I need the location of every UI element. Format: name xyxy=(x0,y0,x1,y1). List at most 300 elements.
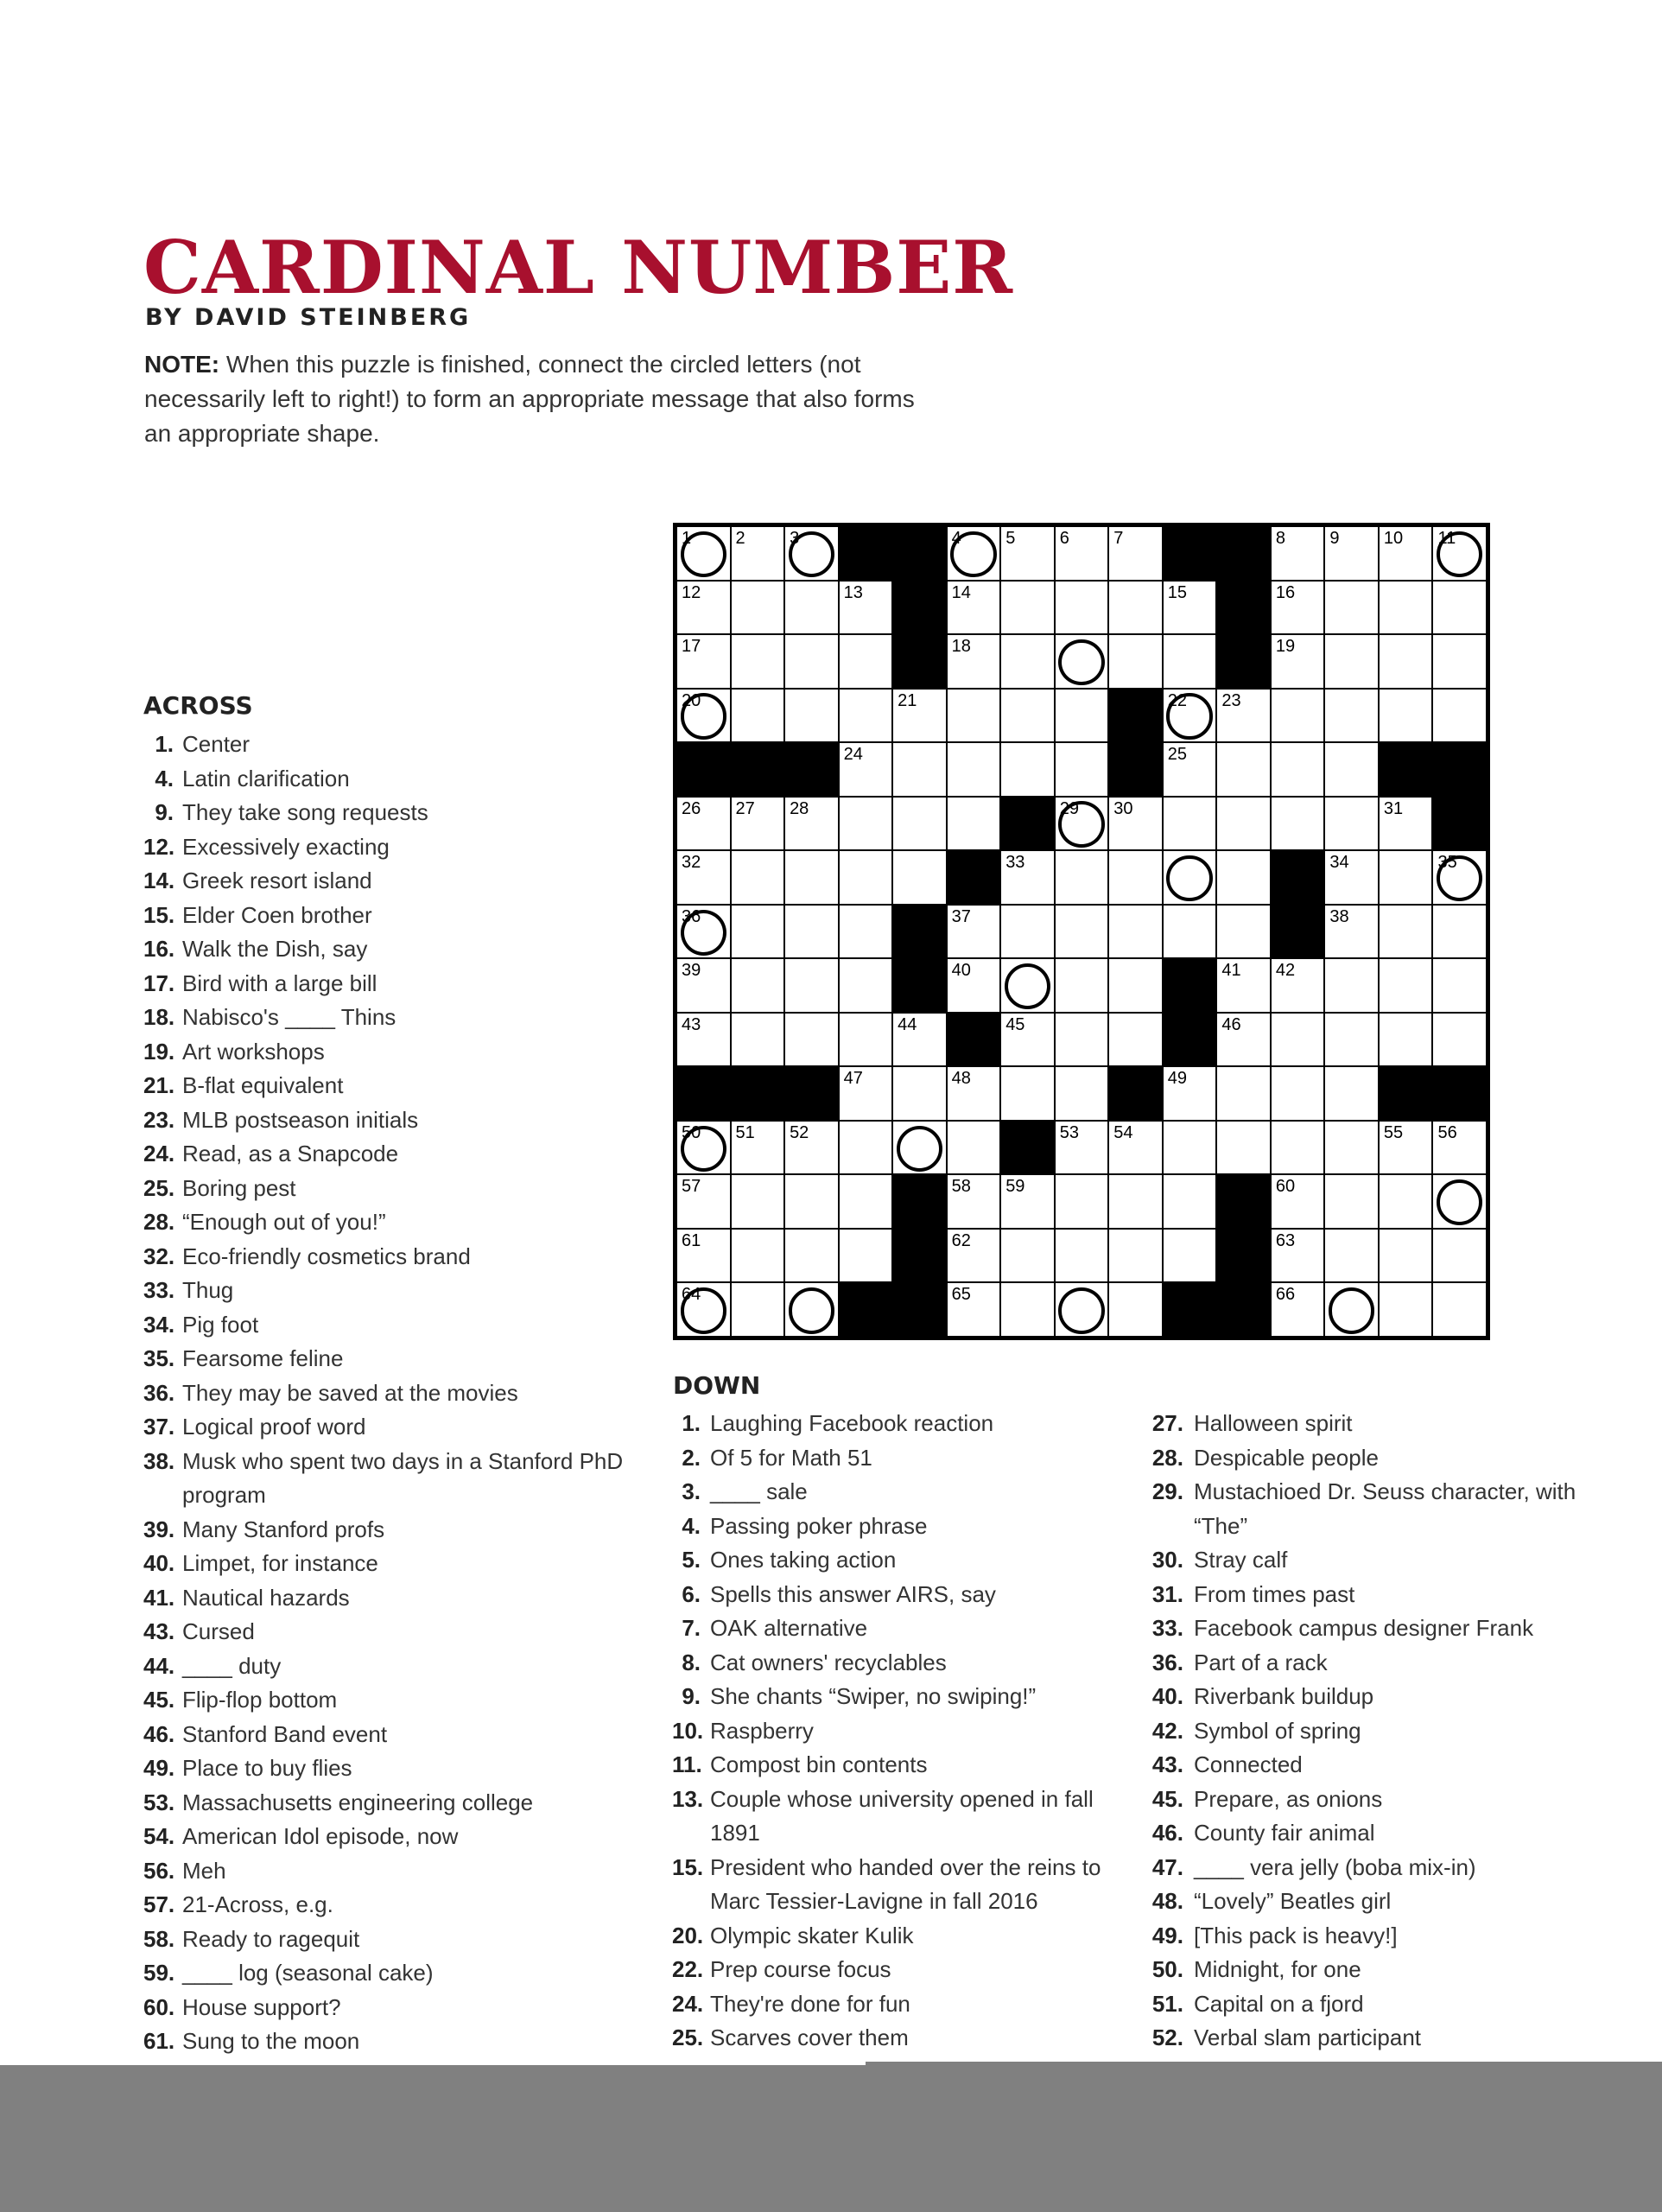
circle-marker xyxy=(1166,855,1212,901)
clue-item xyxy=(1149,1543,1633,1578)
grid-cell[interactable] xyxy=(732,798,784,850)
clue-item xyxy=(1149,1987,1633,2022)
grid-cell[interactable] xyxy=(677,798,730,850)
grid-cell[interactable] xyxy=(1001,527,1054,580)
grid-cell[interactable] xyxy=(1325,582,1378,634)
grid-cell[interactable] xyxy=(1433,1230,1486,1282)
cell-number: 4 xyxy=(951,529,961,548)
grid-cell[interactable] xyxy=(1164,690,1216,742)
grid-cell[interactable] xyxy=(1001,1067,1054,1120)
clue-number: 28. xyxy=(143,1209,175,1235)
grid-cell[interactable] xyxy=(840,1175,892,1228)
grid-cell[interactable] xyxy=(893,743,946,796)
clue-number: 19. xyxy=(143,1038,175,1065)
grid-cell[interactable] xyxy=(1164,906,1216,958)
grid-cell[interactable] xyxy=(1056,1230,1108,1282)
grid-cell[interactable] xyxy=(1217,798,1270,850)
grid-cell[interactable] xyxy=(1217,1122,1270,1174)
down-heading: DOWN xyxy=(673,1371,761,1400)
grid-cell[interactable] xyxy=(1325,1283,1378,1336)
grid-cell[interactable] xyxy=(1001,959,1054,1012)
grid-cell[interactable] xyxy=(1380,1230,1432,1282)
grid-cell[interactable] xyxy=(840,635,892,688)
grid-cell[interactable] xyxy=(1217,743,1270,796)
cell-number: 1 xyxy=(682,529,692,548)
grid-cell[interactable] xyxy=(785,851,838,904)
grid-cell[interactable] xyxy=(732,1122,784,1174)
cell-number: 44 xyxy=(898,1014,917,1034)
grid-cell[interactable] xyxy=(840,851,892,904)
grid-cell[interactable] xyxy=(1433,527,1486,580)
grid-cell[interactable] xyxy=(785,1175,838,1228)
grid-cell[interactable] xyxy=(1325,1230,1378,1282)
grid-cell[interactable] xyxy=(732,527,784,580)
across-heading: ACROSS xyxy=(143,691,253,720)
clue-number: 49. xyxy=(143,1755,175,1781)
clue-item xyxy=(672,1510,1139,1544)
clue-number: 53. xyxy=(143,1789,175,1815)
grid-cell[interactable] xyxy=(1001,690,1054,742)
clue-text: Capital on a fjord xyxy=(1194,1990,1364,2017)
grid-cell[interactable] xyxy=(785,959,838,1012)
grid-cell[interactable] xyxy=(1056,527,1108,580)
grid-cell[interactable] xyxy=(840,1014,892,1066)
black-square xyxy=(1109,690,1162,742)
clue-number: 34. xyxy=(143,1311,175,1338)
clue-text: Verbal slam participant xyxy=(1194,2024,1422,2050)
clue-item xyxy=(143,1103,627,1138)
grid-cell[interactable] xyxy=(1380,582,1432,634)
grid-cell[interactable] xyxy=(1325,959,1378,1012)
grid-cell[interactable] xyxy=(732,1230,784,1282)
grid-cell[interactable] xyxy=(677,1230,730,1282)
grid-cell[interactable] xyxy=(1325,1067,1378,1120)
grid-cell[interactable] xyxy=(948,743,1000,796)
grid-cell[interactable] xyxy=(1217,1067,1270,1120)
black-square xyxy=(893,527,946,580)
grid-cell[interactable] xyxy=(1109,1175,1162,1228)
grid-cell[interactable] xyxy=(1380,1014,1432,1066)
cell-number: 46 xyxy=(1221,1014,1241,1034)
clue-number: 25. xyxy=(143,1174,175,1201)
grid-cell[interactable] xyxy=(1164,1230,1216,1282)
clue-number: 61. xyxy=(143,2028,175,2054)
cell-number: 63 xyxy=(1275,1230,1296,1250)
clue-number: 43. xyxy=(1151,1751,1183,1777)
black-square xyxy=(1217,635,1270,688)
grid-cell[interactable] xyxy=(677,959,730,1012)
grid-cell[interactable] xyxy=(1056,1067,1108,1120)
grid-cell[interactable] xyxy=(1272,1283,1324,1336)
grid-cell[interactable] xyxy=(840,582,892,634)
grid-cell[interactable] xyxy=(1272,798,1324,850)
grid-cell[interactable] xyxy=(1109,851,1162,904)
grid-cell[interactable] xyxy=(1001,743,1054,796)
grid-cell[interactable] xyxy=(1433,1122,1486,1174)
black-square xyxy=(893,1175,946,1228)
grid-cell[interactable] xyxy=(948,1175,1000,1228)
grid-cell[interactable] xyxy=(1001,1283,1054,1336)
clue-number: 1. xyxy=(155,731,174,757)
grid-cell[interactable] xyxy=(1272,690,1324,742)
grid-cell[interactable] xyxy=(1164,582,1216,634)
grid-cell[interactable] xyxy=(1001,906,1054,958)
grid-cell[interactable] xyxy=(1164,1122,1216,1174)
clue-item xyxy=(1149,1953,1633,1987)
grid-cell[interactable] xyxy=(785,1230,838,1282)
grid-cell[interactable] xyxy=(1433,690,1486,742)
cell-number: 51 xyxy=(735,1122,755,1142)
grid-cell[interactable] xyxy=(1325,906,1378,958)
cell-number: 23 xyxy=(1221,690,1241,710)
clue-number: 46. xyxy=(1151,1820,1183,1846)
clue-number: 10. xyxy=(672,1717,704,1744)
grid-cell[interactable] xyxy=(1001,1014,1054,1066)
cell-number: 13 xyxy=(843,582,863,602)
clue-item xyxy=(143,1547,627,1581)
grid-cell[interactable] xyxy=(893,1122,946,1174)
clue-number: 3. xyxy=(682,1478,701,1504)
grid-cell[interactable] xyxy=(893,1014,946,1066)
clue-number: 30. xyxy=(1151,1547,1183,1573)
grid-cell[interactable] xyxy=(677,851,730,904)
clue-item xyxy=(143,864,627,899)
grid-cell[interactable] xyxy=(1433,906,1486,958)
grid-cell[interactable] xyxy=(840,1067,892,1120)
grid-cell[interactable] xyxy=(1164,851,1216,904)
cell-number: 61 xyxy=(682,1230,701,1250)
grid-cell[interactable] xyxy=(677,1175,730,1228)
grid-cell[interactable] xyxy=(1272,1067,1324,1120)
clue-text: Symbol of spring xyxy=(1194,1717,1361,1744)
clue-text: Cursed xyxy=(182,1618,255,1644)
grid-cell[interactable] xyxy=(948,582,1000,634)
grid-cell[interactable] xyxy=(785,1014,838,1066)
grid-cell[interactable] xyxy=(1164,1067,1216,1120)
grid-cell[interactable] xyxy=(677,906,730,958)
clue-text: Pig foot xyxy=(182,1311,259,1338)
grid-cell[interactable] xyxy=(1109,798,1162,850)
grid-cell[interactable] xyxy=(1056,851,1108,904)
grid-cell[interactable] xyxy=(1433,635,1486,688)
clue-text: “Lovely” Beatles girl xyxy=(1194,1888,1392,1914)
grid-cell[interactable] xyxy=(732,582,784,634)
cell-number: 34 xyxy=(1329,853,1349,873)
grid-cell[interactable] xyxy=(1056,635,1108,688)
clue-number: 23. xyxy=(143,1106,175,1133)
grid-cell[interactable] xyxy=(677,1122,730,1174)
grid-cell[interactable] xyxy=(948,1067,1000,1120)
cell-number: 52 xyxy=(790,1122,809,1142)
clue-number: 5. xyxy=(682,1547,701,1573)
grid-cell[interactable] xyxy=(1433,1175,1486,1228)
clue-text: Prep course focus xyxy=(710,1956,891,1982)
grid-cell[interactable] xyxy=(893,798,946,850)
black-square xyxy=(1164,1014,1216,1066)
grid-cell[interactable] xyxy=(785,906,838,958)
clue-text: Center xyxy=(182,731,251,757)
grid-cell[interactable] xyxy=(1109,1283,1162,1336)
grid-cell[interactable] xyxy=(732,690,784,742)
grid-cell[interactable] xyxy=(948,1122,1000,1174)
grid-cell[interactable] xyxy=(948,906,1000,958)
grid-cell[interactable] xyxy=(1109,582,1162,634)
grid-cell[interactable] xyxy=(948,1283,1000,1336)
cell-number: 47 xyxy=(843,1069,863,1089)
grid-cell[interactable] xyxy=(948,1230,1000,1282)
grid-cell[interactable] xyxy=(1056,959,1108,1012)
grid-cell[interactable] xyxy=(1380,1175,1432,1228)
grid-cell[interactable] xyxy=(1433,1283,1486,1336)
grid-cell[interactable] xyxy=(785,690,838,742)
grid-cell[interactable] xyxy=(1056,906,1108,958)
grid-cell[interactable] xyxy=(840,906,892,958)
grid-cell[interactable] xyxy=(1380,527,1432,580)
grid-cell[interactable] xyxy=(948,635,1000,688)
grid-cell[interactable] xyxy=(1001,635,1054,688)
grid-cell[interactable] xyxy=(1164,743,1216,796)
grid-cell[interactable] xyxy=(1272,582,1324,634)
black-square xyxy=(893,1230,946,1282)
grid-cell[interactable] xyxy=(1001,582,1054,634)
grid-cell[interactable] xyxy=(1272,1122,1324,1174)
grid-cell[interactable] xyxy=(1433,851,1486,904)
grid-cell[interactable] xyxy=(785,582,838,634)
clue-number: 41. xyxy=(143,1584,175,1611)
cell-number: 43 xyxy=(682,1014,701,1034)
grid-cell[interactable] xyxy=(732,1283,784,1336)
grid-cell[interactable] xyxy=(732,1014,784,1066)
grid-cell[interactable] xyxy=(1109,1230,1162,1282)
clue-number: 29. xyxy=(1151,1478,1183,1504)
clue-text: ____ log (seasonal cake) xyxy=(182,1960,434,1986)
clue-text: Midnight, for one xyxy=(1194,1956,1361,1982)
clue-item xyxy=(143,1786,627,1821)
clue-text: Elder Coen brother xyxy=(182,901,372,928)
grid-cell[interactable] xyxy=(1217,906,1270,958)
grid-cell[interactable] xyxy=(1056,1122,1108,1174)
grid-cell[interactable] xyxy=(732,906,784,958)
grid-cell[interactable] xyxy=(1217,959,1270,1012)
clue-item xyxy=(143,2024,627,2059)
grid-cell[interactable] xyxy=(948,527,1000,580)
clue-number: 58. xyxy=(143,1925,175,1952)
grid-cell[interactable] xyxy=(840,1122,892,1174)
clue-number: 40. xyxy=(1151,1683,1183,1709)
clue-text: Passing poker phrase xyxy=(710,1512,928,1539)
grid-cell[interactable] xyxy=(677,690,730,742)
puzzle-note xyxy=(144,347,939,451)
cell-number: 64 xyxy=(682,1285,701,1305)
grid-cell[interactable] xyxy=(677,527,730,580)
grid-cell[interactable] xyxy=(1056,1283,1108,1336)
grid-cell[interactable] xyxy=(1325,527,1378,580)
grid-cell[interactable] xyxy=(677,635,730,688)
grid-cell[interactable] xyxy=(1433,582,1486,634)
grid-cell[interactable] xyxy=(1056,1014,1108,1066)
grid-cell[interactable] xyxy=(1001,1175,1054,1228)
clue-item xyxy=(143,1274,627,1308)
cell-number: 5 xyxy=(1005,529,1016,548)
grid-cell[interactable] xyxy=(1109,906,1162,958)
grid-cell[interactable] xyxy=(1217,690,1270,742)
grid-cell[interactable] xyxy=(1109,527,1162,580)
grid-cell[interactable] xyxy=(1380,635,1432,688)
grid-cell[interactable] xyxy=(1272,1175,1324,1228)
clue-text: Couple whose university opened in fall 1891 xyxy=(710,1785,1094,1846)
grid-cell[interactable] xyxy=(948,959,1000,1012)
clue-text: Latin clarification xyxy=(182,765,350,791)
grid-cell[interactable] xyxy=(1325,1014,1378,1066)
black-square xyxy=(1164,1283,1216,1336)
clue-text: Despicable people xyxy=(1194,1444,1379,1471)
grid-cell[interactable] xyxy=(948,798,1000,850)
clue-text: Stanford Band event xyxy=(182,1720,388,1747)
crossword-grid[interactable] xyxy=(673,523,1490,1340)
grid-cell[interactable] xyxy=(1272,527,1324,580)
grid-cell[interactable] xyxy=(785,635,838,688)
clue-item xyxy=(143,1751,627,1786)
clue-number: 49. xyxy=(1151,1922,1183,1948)
cell-number: 17 xyxy=(682,637,701,657)
grid-cell[interactable] xyxy=(785,798,838,850)
grid-cell[interactable] xyxy=(893,851,946,904)
grid-cell[interactable] xyxy=(732,635,784,688)
black-square xyxy=(840,1283,892,1336)
grid-cell[interactable] xyxy=(732,851,784,904)
clue-number: 32. xyxy=(143,1243,175,1269)
grid-cell[interactable] xyxy=(785,1122,838,1174)
grid-cell[interactable] xyxy=(677,582,730,634)
grid-cell[interactable] xyxy=(1109,1014,1162,1066)
clue-number: 48. xyxy=(1151,1888,1183,1914)
grid-cell[interactable] xyxy=(1272,1230,1324,1282)
grid-cell[interactable] xyxy=(1001,851,1054,904)
grid-cell[interactable] xyxy=(1380,906,1432,958)
grid-cell[interactable] xyxy=(1217,1014,1270,1066)
grid-cell[interactable] xyxy=(1325,1122,1378,1174)
grid-cell[interactable] xyxy=(1109,1122,1162,1174)
grid-cell[interactable] xyxy=(840,1230,892,1282)
grid-cell[interactable] xyxy=(1380,959,1432,1012)
clue-item xyxy=(1149,1783,1633,1817)
grid-cell[interactable] xyxy=(1056,582,1108,634)
grid-cell[interactable] xyxy=(732,959,784,1012)
cell-number: 56 xyxy=(1437,1122,1457,1142)
byline: BY DAVID STEINBERG xyxy=(145,304,472,331)
grid-cell[interactable] xyxy=(785,527,838,580)
grid-cell[interactable] xyxy=(840,690,892,742)
clue-number: 42. xyxy=(1151,1717,1183,1744)
clue-item xyxy=(672,1578,1139,1612)
clue-text: ____ duty xyxy=(182,1652,282,1679)
clue-number: 20. xyxy=(672,1922,704,1948)
clue-item xyxy=(1149,1885,1633,1919)
grid-cell[interactable] xyxy=(1056,1175,1108,1228)
grid-cell[interactable] xyxy=(1056,690,1108,742)
clue-item xyxy=(143,1923,627,1957)
cell-number: 50 xyxy=(682,1122,701,1142)
grid-cell[interactable] xyxy=(948,690,1000,742)
grid-cell[interactable] xyxy=(840,743,892,796)
grid-cell[interactable] xyxy=(1217,851,1270,904)
grid-cell[interactable] xyxy=(1380,851,1432,904)
grid-cell[interactable] xyxy=(1380,1283,1432,1336)
grid-cell[interactable] xyxy=(1325,851,1378,904)
clue-text: Walk the Dish, say xyxy=(182,936,368,962)
grid-cell[interactable] xyxy=(1164,798,1216,850)
grid-cell[interactable] xyxy=(1325,743,1378,796)
clue-item xyxy=(143,1445,627,1513)
note-label: NOTE: xyxy=(144,351,220,378)
black-square xyxy=(1217,1175,1270,1228)
grid-cell[interactable] xyxy=(732,1175,784,1228)
clue-text: Compost bin contents xyxy=(710,1751,928,1777)
grid-cell[interactable] xyxy=(1272,635,1324,688)
clue-item xyxy=(672,1783,1139,1851)
black-square xyxy=(840,527,892,580)
grid-cell[interactable] xyxy=(1380,1122,1432,1174)
grid-cell[interactable] xyxy=(1272,743,1324,796)
cell-number: 48 xyxy=(951,1069,971,1089)
grid-cell[interactable] xyxy=(1001,1230,1054,1282)
grid-cell[interactable] xyxy=(1109,959,1162,1012)
clue-text: Read, as a Snapcode xyxy=(182,1141,399,1166)
grid-cell[interactable] xyxy=(840,798,892,850)
grid-cell[interactable] xyxy=(1325,798,1378,850)
cell-number: 31 xyxy=(1383,798,1404,818)
grid-cell[interactable] xyxy=(677,1283,730,1336)
cell-number: 54 xyxy=(1113,1122,1133,1142)
grid-cell[interactable] xyxy=(785,1283,838,1336)
grid-cell[interactable] xyxy=(840,959,892,1012)
grid-cell[interactable] xyxy=(1272,1014,1324,1066)
grid-cell[interactable] xyxy=(893,690,946,742)
clue-text: President who handed over the reins to Marc Tessier-Lavigne in fall 2016 xyxy=(710,1853,1101,1914)
clue-item xyxy=(672,1475,1139,1510)
cell-number: 2 xyxy=(735,529,745,548)
black-square xyxy=(1217,1230,1270,1282)
grid-cell[interactable] xyxy=(1109,635,1162,688)
grid-cell[interactable] xyxy=(1325,690,1378,742)
clue-text: Stray calf xyxy=(1194,1547,1288,1573)
grid-cell[interactable] xyxy=(1164,1175,1216,1228)
clue-number: 33. xyxy=(1151,1615,1183,1641)
clue-item xyxy=(143,1137,627,1172)
grid-cell[interactable] xyxy=(1325,635,1378,688)
clue-item xyxy=(1149,1611,1633,1646)
clue-text: Logical proof word xyxy=(182,1414,366,1440)
grid-cell[interactable] xyxy=(1056,798,1108,850)
grid-cell[interactable] xyxy=(1164,635,1216,688)
grid-cell[interactable] xyxy=(1325,1175,1378,1228)
clue-text: Musk who spent two days in a Stanford PhD program xyxy=(182,1447,624,1508)
grid-cell[interactable] xyxy=(677,1014,730,1066)
grid-cell[interactable] xyxy=(1056,743,1108,796)
grid-cell[interactable] xyxy=(1380,690,1432,742)
clue-number: 51. xyxy=(1151,1990,1183,2017)
clue-item xyxy=(1149,1919,1633,1954)
grid-cell[interactable] xyxy=(893,1067,946,1120)
grid-cell[interactable] xyxy=(1380,798,1432,850)
grid-cell[interactable] xyxy=(1272,959,1324,1012)
clue-number: 24. xyxy=(672,1990,704,2017)
circle-marker xyxy=(1058,1287,1104,1333)
grid-cell[interactable] xyxy=(1433,959,1486,1012)
grid-cell[interactable] xyxy=(1433,1014,1486,1066)
clue-item xyxy=(143,762,627,797)
clue-text: [This pack is heavy!] xyxy=(1194,1922,1398,1948)
